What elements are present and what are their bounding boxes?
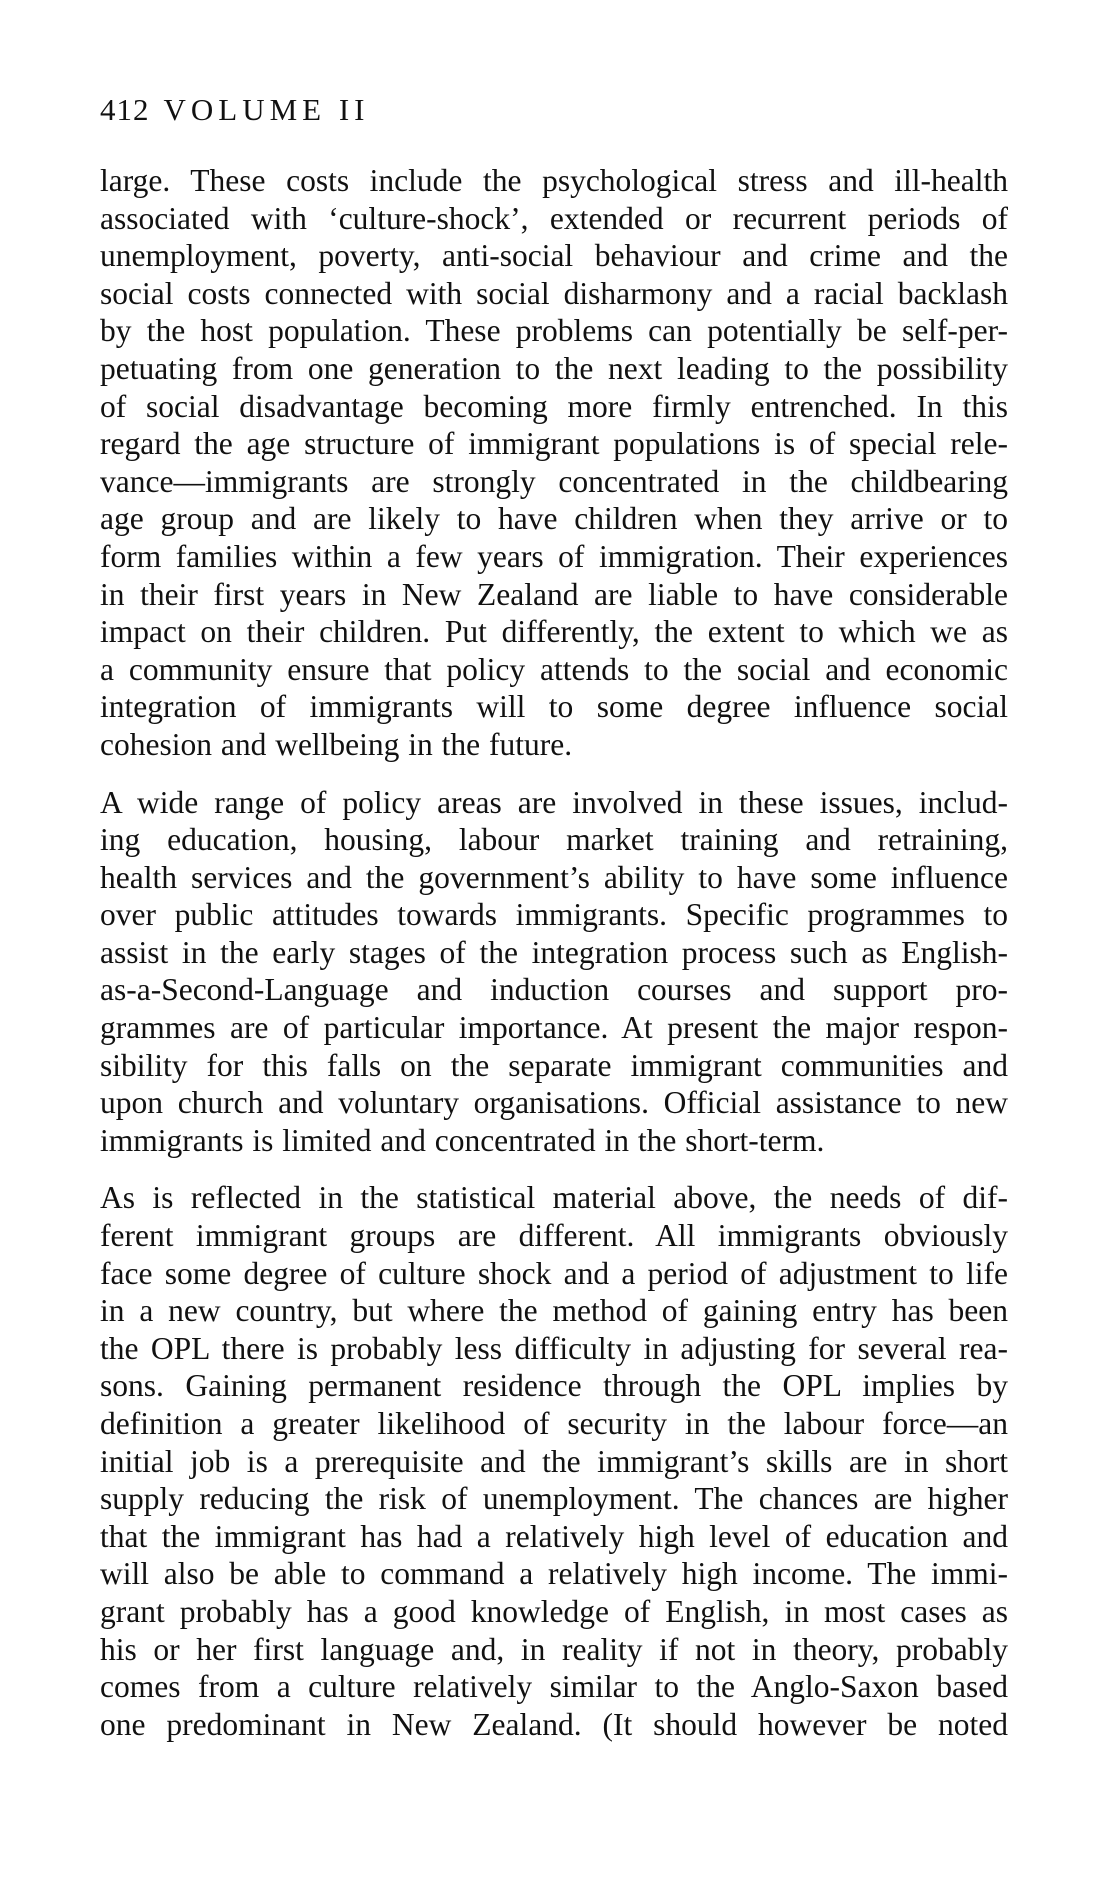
text-line: impact on their children. Put differently, the extent to which we as	[100, 614, 1008, 650]
text-line: one predominant in New Zealand. (It should however be noted	[100, 1706, 1008, 1742]
text-line: that the immigrant has had a relatively high level of education and	[100, 1518, 1008, 1554]
text-line: A wide range of policy areas are involved in these issues, includ-	[100, 784, 1008, 820]
text-line: over public attitudes towards immigrants. Specific programmes to	[100, 897, 1008, 933]
text-line: face some degree of culture shock and a period of adjustment to life	[100, 1255, 1008, 1291]
text-line: ferent immigrant groups are different. All immigrants obviously	[100, 1218, 1008, 1254]
text-line: vance—immigrants are strongly concentrated in the childbearing	[100, 463, 1008, 499]
text-line: in a new country, but where the method of gaining entry has been	[100, 1293, 1008, 1329]
text-line: form families within a few years of immigration. Their experiences	[100, 538, 1008, 574]
text-line: unemployment, poverty, anti-social behaviour and crime and the	[100, 238, 1008, 274]
text-line: his or her first language and, in reality if not in theory, probably	[100, 1631, 1008, 1667]
text-line: grant probably has a good knowledge of English, in most cases as	[100, 1593, 1008, 1629]
text-line: grammes are of particular importance. At present the major respon-	[100, 1010, 1008, 1046]
text-line: by the host population. These problems can potentially be self-per-	[100, 313, 1008, 349]
text-line: health services and the government’s ability to have some influence	[100, 859, 1008, 895]
text-line: As is reflected in the statistical material above, the needs of dif-	[100, 1180, 1008, 1216]
paragraph-immigration-costs	[100, 162, 1008, 764]
text-line: integration of immigrants will to some degree influence social	[100, 689, 1008, 725]
text-line: age group and are likely to have children when they arrive or to	[100, 501, 1008, 537]
text-line: ing education, housing, labour market training and retraining,	[100, 822, 1008, 858]
text-line: definition a greater likelihood of security in the labour force—an	[100, 1406, 1008, 1441]
volume-label: VOLUME II	[163, 92, 370, 127]
running-head	[100, 94, 370, 125]
paragraph-policy-areas	[100, 784, 1008, 1160]
text-line: upon church and voluntary organisations. Official assistance to new	[100, 1085, 1008, 1121]
text-line: associated with ‘culture-shock’, extended or recurrent periods of	[100, 200, 1008, 236]
text-line: the OPL there is probably less difficulty in adjusting for several rea-	[100, 1330, 1008, 1366]
text-line: sibility for this falls on the separate immigrant communities and	[100, 1047, 1008, 1083]
text-line: a community ensure that policy attends to the social and economic	[100, 651, 1008, 687]
text-line: as-a-Second-Language and induction courses and support pro-	[100, 972, 1008, 1008]
text-line: will also be able to command a relatively high income. The immi-	[100, 1556, 1008, 1592]
text-line: initial job is a prerequisite and the immigrant’s skills are in short	[100, 1443, 1008, 1479]
text-line: large. These costs include the psychological stress and ill-health	[100, 163, 1008, 198]
body-text	[100, 162, 1008, 1763]
text-line: of social disadvantage becoming more firmly entrenched. In this	[100, 388, 1008, 424]
paragraph-immigrant-needs	[100, 1179, 1008, 1743]
page-number: 412	[100, 92, 150, 127]
text-line: regard the age structure of immigrant populations is of special rele-	[100, 426, 1008, 462]
text-line: supply reducing the risk of unemployment. The chances are higher	[100, 1481, 1008, 1517]
text-line: petuating from one generation to the next leading to the possibility	[100, 350, 1008, 386]
text-line: sons. Gaining permanent residence through the OPL implies by	[100, 1368, 1008, 1404]
text-line: comes from a culture relatively similar to the Anglo-Saxon based	[100, 1669, 1008, 1705]
text-line: cohesion and wellbeing in the future.	[100, 726, 573, 762]
text-line: assist in the early stages of the integration process such as English-	[100, 934, 1008, 970]
text-line: social costs connected with social disharmony and a racial backlash	[100, 275, 1008, 311]
text-line: in their first years in New Zealand are liable to have considerable	[100, 576, 1008, 612]
text-line: immigrants is limited and concentrated in the short-term.	[100, 1122, 825, 1158]
